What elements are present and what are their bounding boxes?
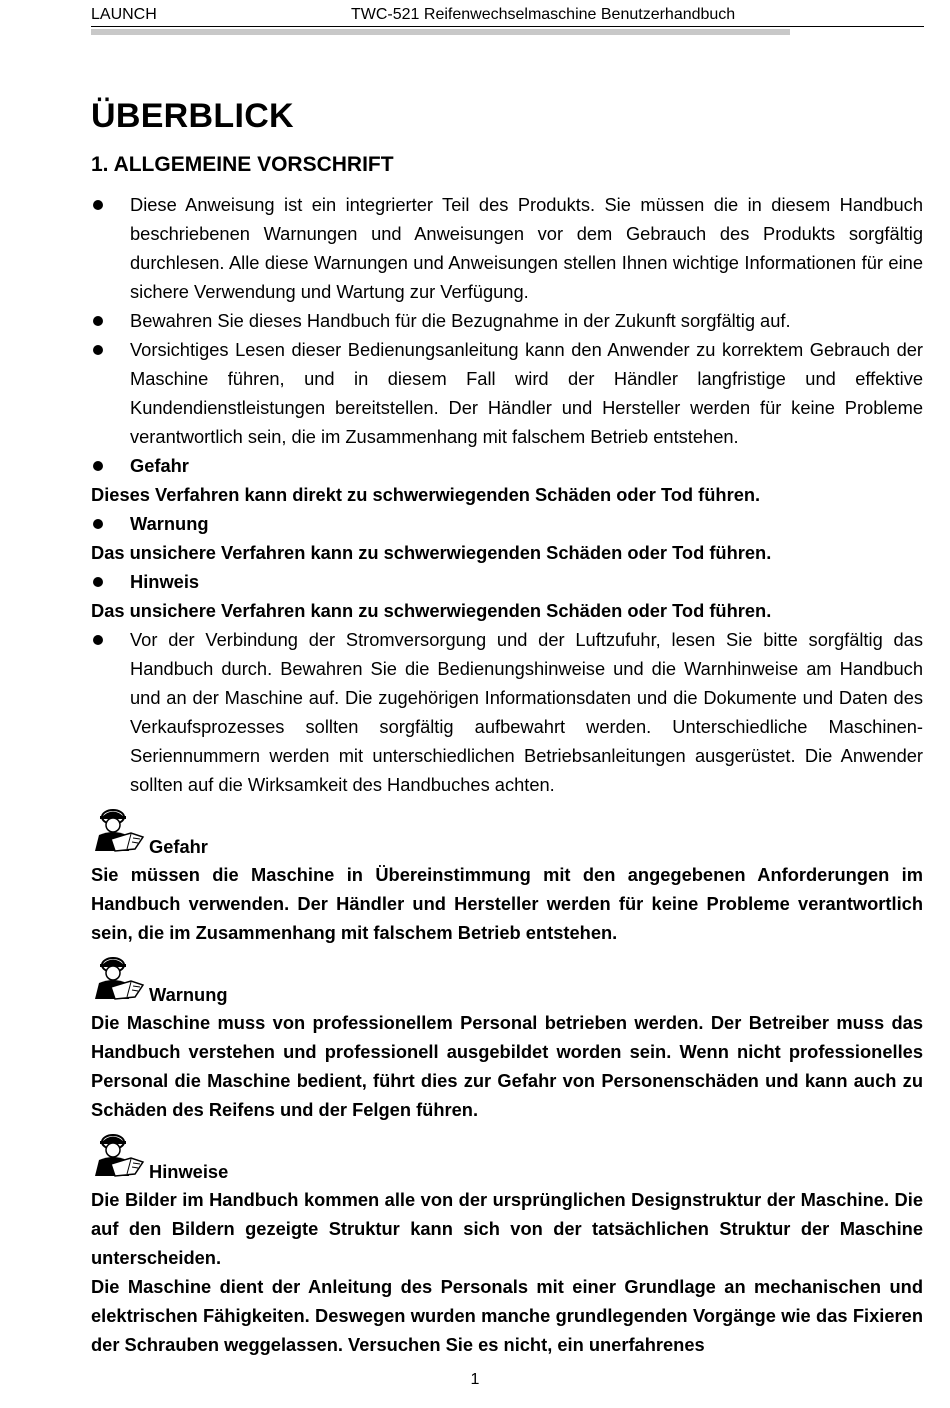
bullet-icon [93,519,103,529]
gefahr-description: Dieses Verfahren kann direkt zu schwerwiegenden Schäden oder Tod führen. [91,484,761,505]
header-shade-bar [91,29,790,35]
warnung-description: Das unsichere Verfahren kann zu schwerwiegenden Schäden oder Tod führen. [91,542,772,563]
bullet-item [91,306,923,335]
notice-hinweise-text-2: Die Maschine dient der Anleitung des Personals mit einer Grundlage an mechanischen und elektrischen Fähigkeiten. Deswegen wurden manche grundlegenden Vorgänge wie das Fixieren der Schrauben weggelassen. Versuchen Sie es nicht, ein unerfahrenes [91,1276,923,1355]
reading-worker-icon [91,807,145,853]
reading-worker-icon [91,955,145,1001]
notice-title: Gefahr [149,836,208,857]
bullet-gefahr [91,451,923,480]
notice-gefahr-text: Sie müssen die Maschine in Übereinstimmung mit den angegebenen Anforderungen im Handbuch verwenden. Der Händler und Hersteller werden für keine Probleme verantwortlich sein, die im Zusammenhang mit falschem Betrieb entstehen. [91,864,923,943]
bullet-icon [93,200,103,210]
hinweis-description: Das unsichere Verfahren kann zu schwerwiegenden Schäden oder Tod führen. [91,600,772,621]
bullet-icon [93,635,103,645]
bullet-item [91,625,923,799]
notice-warnung-text: Die Maschine muss von professionellem Personal betrieben werden. Der Betreiber muss das Handbuch verstehen und professionell ausgebildet worden sein. Wenn nicht professionelles Personal die Maschine bedient, führt dies zur Gefahr von Personenschäden und kann auch zu Schäden des Reifens und der Felgen führen. [91,1012,923,1120]
notice-gefahr-header [91,803,923,860]
notice-warnung-header [91,951,923,1008]
header-brand: LAUNCH [91,6,157,23]
bullet-icon [93,577,103,587]
reading-worker-icon [91,1132,145,1178]
bullet-warnung [91,509,923,538]
bullet-text: Bewahren Sie dieses Handbuch für die Bezugnahme in der Zukunft sorgfältig auf. [130,310,791,331]
bullet-text: Vor der Verbindung der Stromversorgung und der Luftzufuhr, lesen Sie bitte sorgfältig das Handbuch durch. Bewahren Sie die Bedienungshinweise und die Warnhinweise am Handbuch und an der Maschine auf. Die zugehörigen Informationsdaten und die Dokumente und Daten des Verkaufsprozesses sollten sorgfältig aufbewahrt werden. Unterschiedliche Maschinen-Seriennummern werden mit unterschiedlichen Betriebsanleitungen ausgerüstet. Die Anwender sollten auf die Wirksamkeit des Handbuches achten. [130,629,923,795]
notice-hinweise-text-1: Die Bilder im Handbuch kommen alle von der ursprünglichen Designstruktur der Maschine. Die auf den Bildern gezeigte Struktur kann sich von der tatsächlichen Struktur der Maschine unterscheiden. [91,1189,923,1268]
bullet-item [91,190,923,306]
bullet-label: Warnung [130,513,209,534]
bullet-label: Hinweis [130,571,200,592]
notice-title: Hinweise [149,1161,229,1182]
bullet-icon [93,461,103,471]
page-title: ÜBERBLICK [91,97,294,135]
header-manual-title: TWC-521 Reifenwechselmaschine Benutzerhandbuch [351,6,736,23]
bullet-hinweis [91,567,923,596]
notice-hinweise-header [91,1128,923,1185]
page-number: 1 [470,1371,480,1388]
bullet-text: Diese Anweisung ist ein integrierter Teil des Produkts. Sie müssen die in diesem Handbuch beschriebenen Warnungen und Anweisungen vor dem Gebrauch des Produkts sorgfältig durchlesen. Alle diese Warnungen und Anweisungen stellen Ihnen wichtige Informationen für eine sichere Verwendung und Wartung zur Verfügung. [130,194,923,302]
bullet-item [91,335,923,451]
bullet-icon [93,345,103,355]
page-content [91,92,923,1359]
section-heading: 1. ALLGEMEINE VORSCHRIFT [91,153,394,176]
header-rule [91,26,924,27]
notice-title: Warnung [149,984,228,1005]
bullet-text: Vorsichtiges Lesen dieser Bedienungsanleitung kann den Anwender zu korrektem Gebrauch der Maschine führen, und in diesem Fall wird der Händler langfristige und effektive Kundendienstleistungen bereitstellen. Der Händler und Hersteller werden für keine Probleme verantwortlich sein, die im Zusammenhang mit falschem Betrieb entstehen. [130,339,923,447]
bullet-label: Gefahr [130,455,189,476]
bullet-icon [93,316,103,326]
